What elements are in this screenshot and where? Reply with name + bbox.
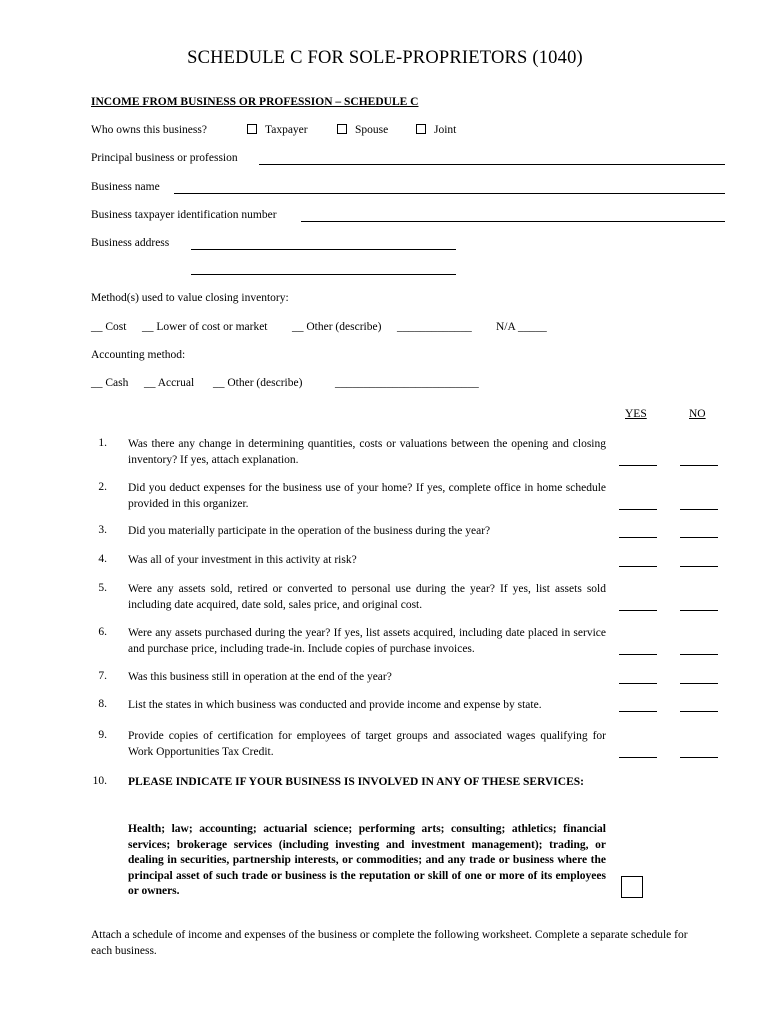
footer-note: Attach a schedule of income and expenses of the business or complete the following worksheet. Complete a separate schedule for each business. <box>91 929 688 957</box>
yes-column-header: YES <box>625 408 647 420</box>
question-text: List the states in which business was conducted and provide income and expense by state. <box>128 699 542 711</box>
question-number: 3. <box>98 524 107 536</box>
question-text: Was all of your investment in this activity at risk? <box>128 554 357 566</box>
address-field-1[interactable] <box>191 249 456 250</box>
section-heading: INCOME FROM BUSINESS OR PROFESSION – SCHEDULE C <box>91 96 419 108</box>
tin-label: Business taxpayer identification number <box>91 209 277 221</box>
q7-yes-blank[interactable] <box>619 683 657 684</box>
q2-yes-blank[interactable] <box>619 509 657 510</box>
inventory-na-option[interactable]: N/A _____ <box>496 321 547 333</box>
q3-yes-blank[interactable] <box>619 537 657 538</box>
question-text: Provide copies of certification for employees of target groups and associated wages qualifying for Work Opportunities Tax Credit. <box>128 730 606 758</box>
question-number: 5. <box>98 582 107 594</box>
q9-yes-blank[interactable] <box>619 757 657 758</box>
q8-no-blank[interactable] <box>680 711 718 712</box>
question-text: Did you deduct expenses for the business use of your home? If yes, complete office in home schedule provided in this organizer. <box>128 482 606 510</box>
tin-field[interactable] <box>301 221 725 222</box>
accounting-label: Accounting method: <box>91 349 186 361</box>
checkbox-icon <box>416 124 426 134</box>
question-text: Was this business still in operation at the end of the year? <box>128 671 392 683</box>
services-list: Health; law; accounting; actuarial science; performing arts; consulting; athletics; financial services; brokerage services (including investing and investment management); trading, or dealing in securities, partnership interests, or commodities; and any trade or business where the principal asset of such trade or business is the reputation or skill of one or more of its employees or owners. <box>128 823 606 897</box>
page-title: SCHEDULE C FOR SOLE-PROPRIETORS (1040) <box>187 48 583 68</box>
question-number: 10. <box>92 775 107 787</box>
taxpayer-label: Taxpayer <box>265 124 308 136</box>
q3-no-blank[interactable] <box>680 537 718 538</box>
q4-yes-blank[interactable] <box>619 566 657 567</box>
inventory-other-option[interactable]: __ Other (describe) <box>292 321 382 333</box>
q6-no-blank[interactable] <box>680 654 718 655</box>
q1-yes-blank[interactable] <box>619 465 657 466</box>
question-text: Were any assets purchased during the year? If yes, list assets acquired, including date placed in service and purchase price, including trade-in. Include copies of purchase invoices. <box>128 627 606 655</box>
spouse-label: Spouse <box>355 124 389 136</box>
checkbox-icon <box>247 124 257 134</box>
question-number: 1. <box>98 437 107 449</box>
question-number: 9. <box>98 729 107 741</box>
question-text: PLEASE INDICATE IF YOUR BUSINESS IS INVOLVED IN ANY OF THESE SERVICES: <box>128 776 584 788</box>
inventory-other-field[interactable]: _____________ <box>397 321 472 333</box>
accounting-accrual-option[interactable]: __ Accrual <box>144 377 195 389</box>
principal-field[interactable] <box>259 164 725 165</box>
inventory-cost-option[interactable]: __ Cost <box>91 321 127 333</box>
inventory-lower-option[interactable]: __ Lower of cost or market <box>142 321 268 333</box>
owner-label: Who owns this business? <box>91 124 207 136</box>
accounting-cash-option[interactable]: __ Cash <box>91 377 129 389</box>
business-name-field[interactable] <box>174 193 725 194</box>
question-text: Was there any change in determining quantities, costs or valuations between the opening and closing inventory? If yes, attach explanation. <box>128 438 606 466</box>
services-checkbox[interactable] <box>621 876 643 898</box>
q9-no-blank[interactable] <box>680 757 718 758</box>
question-text: Were any assets sold, retired or converted to personal use during the year? If yes, list assets sold including date acquired, date sold, sales price, and original cost. <box>128 583 606 611</box>
question-number: 7. <box>98 670 107 682</box>
spouse-checkbox[interactable] <box>337 124 388 136</box>
q6-yes-blank[interactable] <box>619 654 657 655</box>
owner-row <box>91 124 207 136</box>
business-name-label: Business name <box>91 181 160 193</box>
question-number: 6. <box>98 626 107 638</box>
question-number: 2. <box>98 481 107 493</box>
address-label: Business address <box>91 237 170 249</box>
accounting-other-option[interactable]: __ Other (describe) <box>213 377 303 389</box>
question-number: 4. <box>98 553 107 565</box>
q1-no-blank[interactable] <box>680 465 718 466</box>
accounting-other-field[interactable]: _________________________ <box>335 377 479 389</box>
q4-no-blank[interactable] <box>680 566 718 567</box>
joint-label: Joint <box>434 124 457 136</box>
q5-yes-blank[interactable] <box>619 610 657 611</box>
taxpayer-checkbox[interactable] <box>247 124 308 136</box>
principal-label: Principal business or profession <box>91 152 238 164</box>
checkbox-icon <box>337 124 347 134</box>
q7-no-blank[interactable] <box>680 683 718 684</box>
question-text: Did you materially participate in the operation of the business during the year? <box>128 525 491 537</box>
joint-checkbox[interactable] <box>416 124 456 136</box>
q5-no-blank[interactable] <box>680 610 718 611</box>
q8-yes-blank[interactable] <box>619 711 657 712</box>
address-field-2[interactable] <box>191 274 456 275</box>
question-number: 8. <box>98 698 107 710</box>
no-column-header: NO <box>689 408 706 420</box>
q2-no-blank[interactable] <box>680 509 718 510</box>
inventory-label: Method(s) used to value closing inventory: <box>91 292 289 304</box>
